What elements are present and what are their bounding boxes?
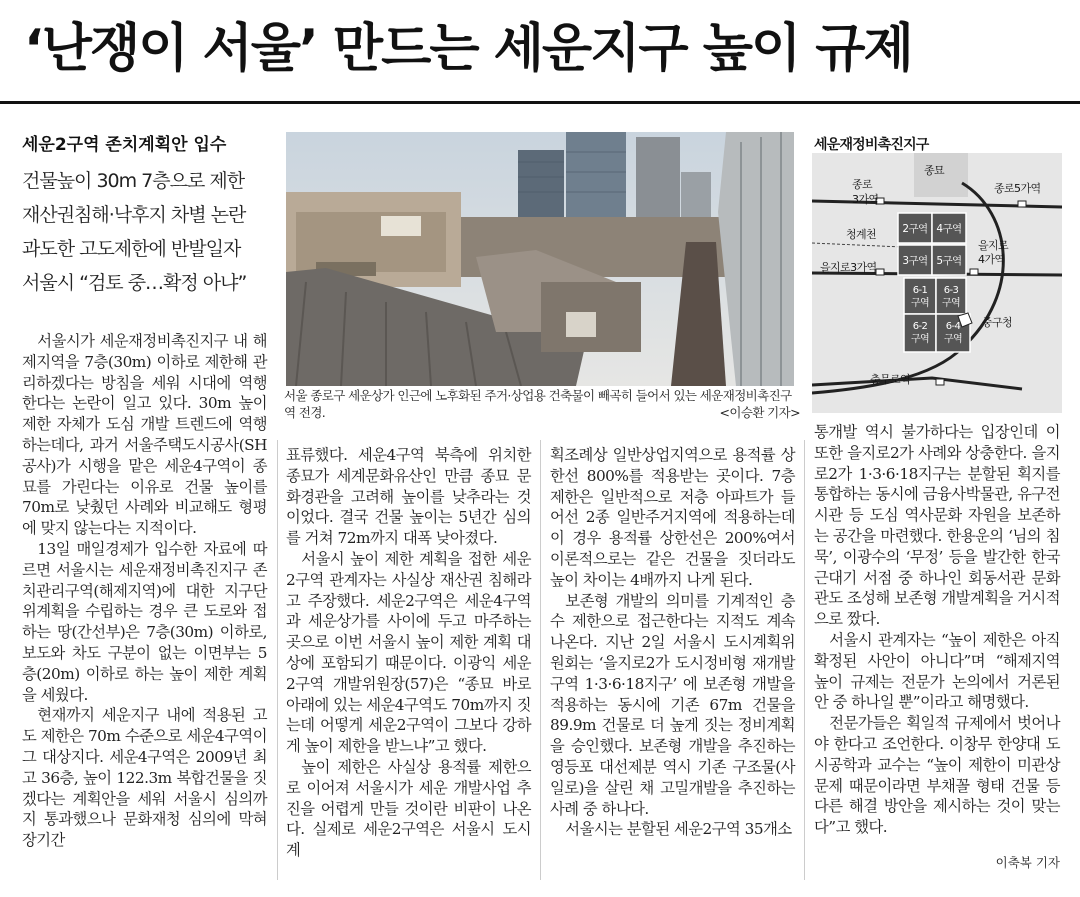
map-label-chungmuro: 충무로역 — [870, 373, 911, 386]
svg-text:4가역: 4가역 — [978, 253, 1005, 266]
svg-text:3가역: 3가역 — [852, 193, 879, 206]
headline-rule — [0, 101, 1080, 104]
article-column-4 — [814, 422, 1060, 838]
column-divider — [540, 440, 541, 880]
paragraph: 높이 제한은 사실상 용적률 제한으로 이어져 서울시가 세운 개발사업 추진을 어렵게 만들 것이란 비판이 나온다. 실제로 세운2구역은 서울시 도시계 — [286, 757, 531, 860]
subhead-label: 세운2구역 존치계획안 입수 — [22, 135, 227, 155]
map-svg — [812, 153, 1062, 413]
subhead-line: 서울시 “검토 중…확정 아냐” — [22, 272, 247, 294]
subheads — [22, 164, 272, 300]
headline: ‘난쟁이 서울’ 만드는 세운지구 높이 규제 — [24, 19, 912, 79]
map-title: 세운재정비촉진지구 — [814, 137, 929, 153]
svg-text:6-4: 6-4 — [945, 321, 961, 332]
svg-text:을지로: 을지로 — [978, 239, 1009, 252]
paragraph: 13일 매일경제가 입수한 자료에 따르면 서울시는 세운재정비촉진지구 존치관리구역(해제지역)에 대한 지구단위계획을 수립하는 경우 큰 도로와 접하는 땅(간선부)은 7층(30m) 이하로, 보도와 차도 구분이 없는 이면부는 5층(20m) 이하로 하는 높이 제한 계획을 세웠다. — [22, 539, 267, 704]
article-column-2 — [286, 445, 531, 861]
photo-credit: <이승환 기자> — [719, 405, 800, 420]
photo-caption — [284, 387, 800, 421]
paragraph: 통개발 역시 불가하다는 입장인데 이 또한 을지로2가 사례와 상충한다. 을지로2가 1·3·6·18지구는 분할된 획지를 통합하는 동시에 금융사박물관, 유구전시관 등 도심 역사문화 자원을 보존하는 공간을 마련했다. 한용운의 ‘님의 침묵’, 이광수의 ‘무정’ 등을 발간한 한국 근대기 서점 중 하나인 회동서관 문화관도 조성해 보존형 개발계획을 거시적으로 짰다. — [814, 423, 1060, 629]
paragraph: 서울시 관계자는 “높이 제한은 아직 확정된 사안이 아니다”며 “해제지역 높이 규제는 전문가 논의에서 거론된 안 중 하나일 뿐”이라고 해명했다. — [814, 630, 1060, 712]
column-divider — [277, 440, 278, 880]
map-label-junggu: 중구청 — [982, 316, 1013, 329]
paragraph: 전문가들은 획일적 규제에서 벗어나야 한다고 조언한다. 이창무 한양대 도시공학과 교수는 “높이 제한이 미관상 문제 때문이라면 부채꼴 형태 건물 등 다른 해결 방안을 제시하는 것이 맞는다”고 했다. — [814, 714, 1060, 837]
paragraph: 현재까지 세운지구 내에 적용된 고도 제한은 70m 수준으로 세운4구역이 그 대상지다. 세운4구역은 2009년 최고 36층, 높이 122.3m 복합건물을 짓겠다는 계획안을 세워 서울시 심의까지 통과했으나 문화재청 심의에 막혀 장기간 — [22, 706, 267, 850]
map-label-jongmyo: 종묘 — [924, 164, 945, 177]
svg-text:구역: 구역 — [910, 298, 930, 309]
subhead-line: 건물높이 30m 7층으로 제한 — [22, 170, 245, 192]
caption-text: 서울 종로구 세운상가 인근에 노후화된 주거·상업용 건축물이 빼곡히 들어서 있는 세운재정비촉진구역 전경. — [284, 388, 792, 420]
map-label-euljiro3: 을지로3가역 — [820, 261, 877, 274]
svg-text:종로: 종로 — [852, 178, 873, 191]
svg-text:6-1: 6-1 — [912, 285, 928, 296]
zone-label: 5구역 — [936, 255, 962, 267]
svg-text:6-3: 6-3 — [943, 285, 959, 296]
paragraph: 보존형 개발의 의미를 기계적인 층수 제한으로 접근한다는 지적도 계속 나온다. 지난 2일 서울시 도시계획위원회는 ‘을지로2가 도시정비형 재개발구역 1·3·6·18지구’ 에 보존형 개발을 적용하는 동시에 기존 67m 건물을 89.9m 건물로 더 높게 짓는 정비계획을 승인했다. 보존형 개발을 추진하는 영등포 대선제분 역시 기존 구조물(사일로)을 살린 채 고밀개발을 추진하는 사례 중 하나다. — [550, 591, 795, 818]
article-column-1 — [22, 331, 267, 851]
paragraph: 서울시는 분할된 세운2구역 35개소 — [565, 820, 792, 839]
column-divider — [804, 440, 805, 880]
svg-text:구역: 구역 — [943, 334, 963, 345]
subhead-line: 과도한 고도제한에 반발일자 — [22, 238, 241, 260]
zone-label: 2구역 — [902, 223, 928, 235]
map-label-cheonggyecheon: 청계천 — [846, 228, 877, 241]
district-map — [812, 153, 1062, 413]
news-photo — [286, 132, 794, 386]
map-label-jongno5: 종로5가역 — [994, 182, 1041, 195]
svg-text:구역: 구역 — [910, 334, 930, 345]
svg-text:구역: 구역 — [941, 298, 961, 309]
photo-illustration — [286, 132, 794, 386]
zone-label: 3구역 — [902, 255, 928, 267]
zone-label: 4구역 — [936, 223, 962, 235]
article-column-3 — [550, 445, 795, 840]
svg-text:6-2: 6-2 — [912, 321, 928, 332]
subhead-line: 재산권침해·낙후지 차별 논란 — [22, 204, 246, 226]
paragraph: 획조례상 일반상업지역으로 용적률 상한선 800%를 적용받는 곳이다. 7층 제한은 일반적으로 저층 아파트가 들어선 2종 일반주거지역에 적용하는데 이 경우 용적률 상한선은 200%여서 이론적으로는 같은 건물을 짓더라도 높이 차이는 4배까지 나게 된다. — [550, 446, 795, 589]
byline: 이축복 기자 — [995, 855, 1060, 870]
paragraph: 서울시 높이 제한 계획을 접한 세운2구역 관계자는 사실상 재산권 침해라고 주장했다. 세운2구역은 세운4구역과 세운상가를 사이에 두고 마주하는 곳으로 이번 서울시 높이 제한 계획 대상에 포함되기 때문이다. 이광익 세운2구역 개발위원장(57)은 “종묘 바로 아래에 있는 세운4구역도 70m까지 짓는데 어떻게 세운2구역이 그보다 강하게 높이 제한을 받느냐”고 했다. — [286, 549, 531, 756]
paragraph: 서울시가 세운재정비촉진지구 내 해제지역을 7층(30m) 이하로 제한해 관리하겠다는 방침을 세워 시대에 역행한다는 논란이 일고 있다. 30m 높이 제한 자체가 도심 개발 트렌드에 역행하는데다, 과거 서울주택도시공사(SH공사)가 시행을 맡은 세운4구역이 종묘를 가린다는 이유로 건물 높이를 70m로 낮췄던 사례와 비교해도 형평에 맞지 않는다는 지적이다. — [22, 332, 267, 538]
paragraph: 표류했다. 세운4구역 북측에 위치한 종묘가 세계문화유산인 만큼 종묘 문화경관을 고려해 높이를 낮추라는 것이었다. 결국 건물 높이는 5년간 심의를 거쳐 72m까지 대폭 낮아졌다. — [286, 446, 531, 548]
